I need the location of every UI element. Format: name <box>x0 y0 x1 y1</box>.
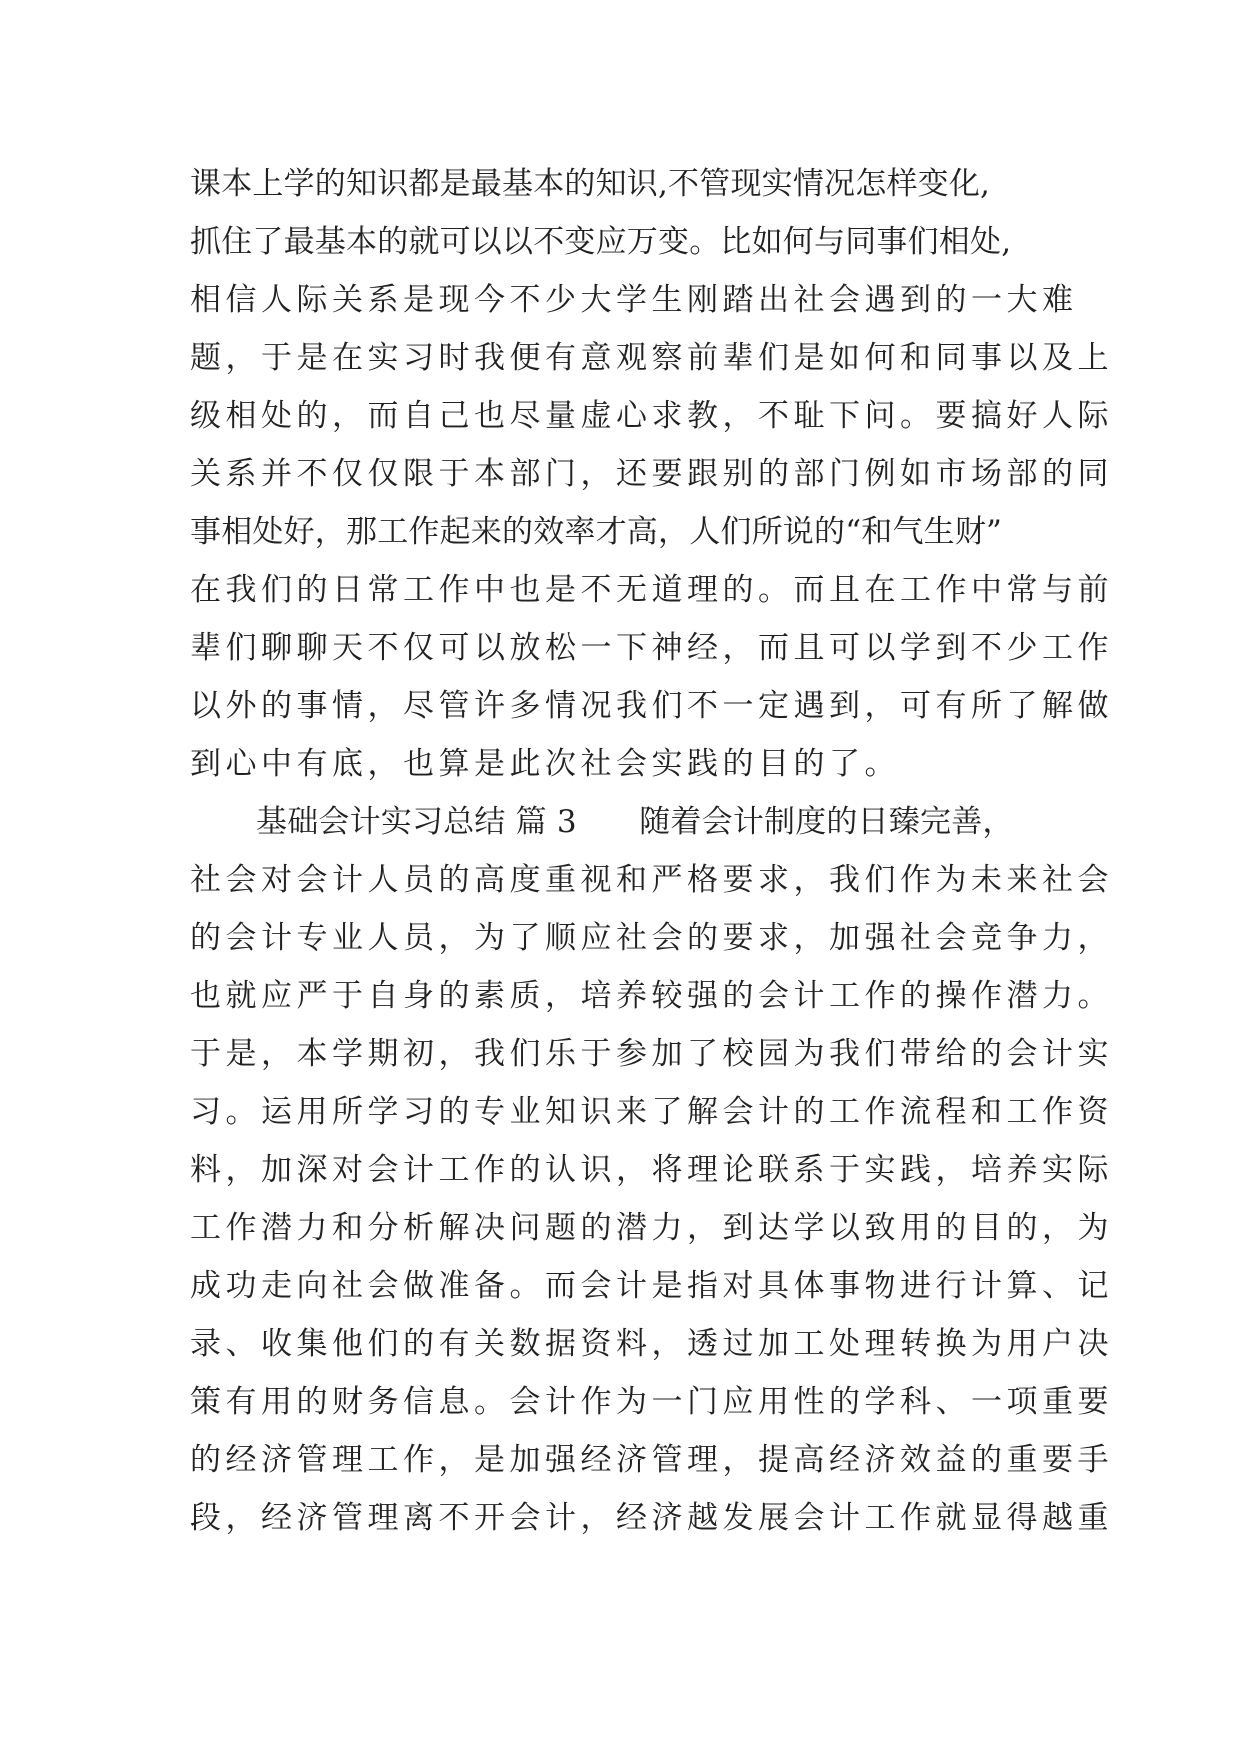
text-line: 辈们聊聊天不仅可以放松一下神经，而且可以学到不少工作 <box>190 630 1113 666</box>
text-line: 在我们的日常工作中也是不无道理的。而且在工作中常与前 <box>190 572 1113 608</box>
text-line: 抓住了最基本的就可以以不变应万变。比如何与同事们相处, <box>190 224 1012 260</box>
text-line: 事相处好，那工作起来的效率才高，人们所说的“和气生财” <box>190 514 1003 550</box>
text-line: 习。运用所学习的专业知识来了解会计的工作流程和工作资 <box>190 1094 1113 1130</box>
text-line: 级相处的，而自己也尽量虚心求教，不耻下问。要搞好人际 <box>190 398 1113 434</box>
text-line: 成功走向社会做准备。而会计是指对具体事物进行计算、记 <box>190 1268 1113 1304</box>
text-line: 的经济管理工作，是加强经济管理，提高经济效益的重要手 <box>190 1442 1113 1478</box>
text-line: 也就应严于自身的素质，培养较强的会计工作的操作潜力。 <box>190 978 1113 1014</box>
text-line: 的会计专业人员，为了顺应社会的要求，加强社会竞争力， <box>190 920 1113 956</box>
text-line: 以外的事情，尽管许多情况我们不一定遇到，可有所了解做 <box>190 688 1113 724</box>
text-line: 到心中有底，也算是此次社会实践的目的了。 <box>190 746 900 782</box>
text-line: 题，于是在实习时我便有意观察前辈们是如何和同事以及上 <box>190 340 1113 376</box>
text-line: 相信人际关系是现今不少大学生刚踏出社会遇到的一大难 <box>190 282 1078 318</box>
text-line: 社会对会计人员的高度重视和严格要求，我们作为未来社会 <box>190 862 1113 898</box>
section-heading-line: 基础会计实习总结 篇 3 随着会计制度的日臻完善， <box>256 804 1014 840</box>
text-line: 料，加深对会计工作的认识，将理论联系于实践，培养实际 <box>190 1152 1113 1188</box>
text-line: 策有用的财务信息。会计作为一门应用性的学科、一项重要 <box>190 1384 1113 1420</box>
text-line: 关系并不仅仅限于本部门，还要跟别的部门例如市场部的同 <box>190 456 1113 492</box>
text-line: 于是，本学期初，我们乐于参加了校园为我们带给的会计实 <box>190 1036 1113 1072</box>
text-line: 段，经济管理离不开会计，经济越发展会计工作就显得越重 <box>190 1500 1113 1536</box>
text-line: 工作潜力和分析解决问题的潜力，到达学以致用的目的，为 <box>190 1210 1113 1246</box>
text-line: 录、收集他们的有关数据资料，透过加工处理转换为用户决 <box>190 1326 1113 1362</box>
body-text <box>190 155 1113 1547</box>
text-line: 课本上学的知识都是最基本的知识,不管现实情况怎样变化, <box>190 166 991 202</box>
